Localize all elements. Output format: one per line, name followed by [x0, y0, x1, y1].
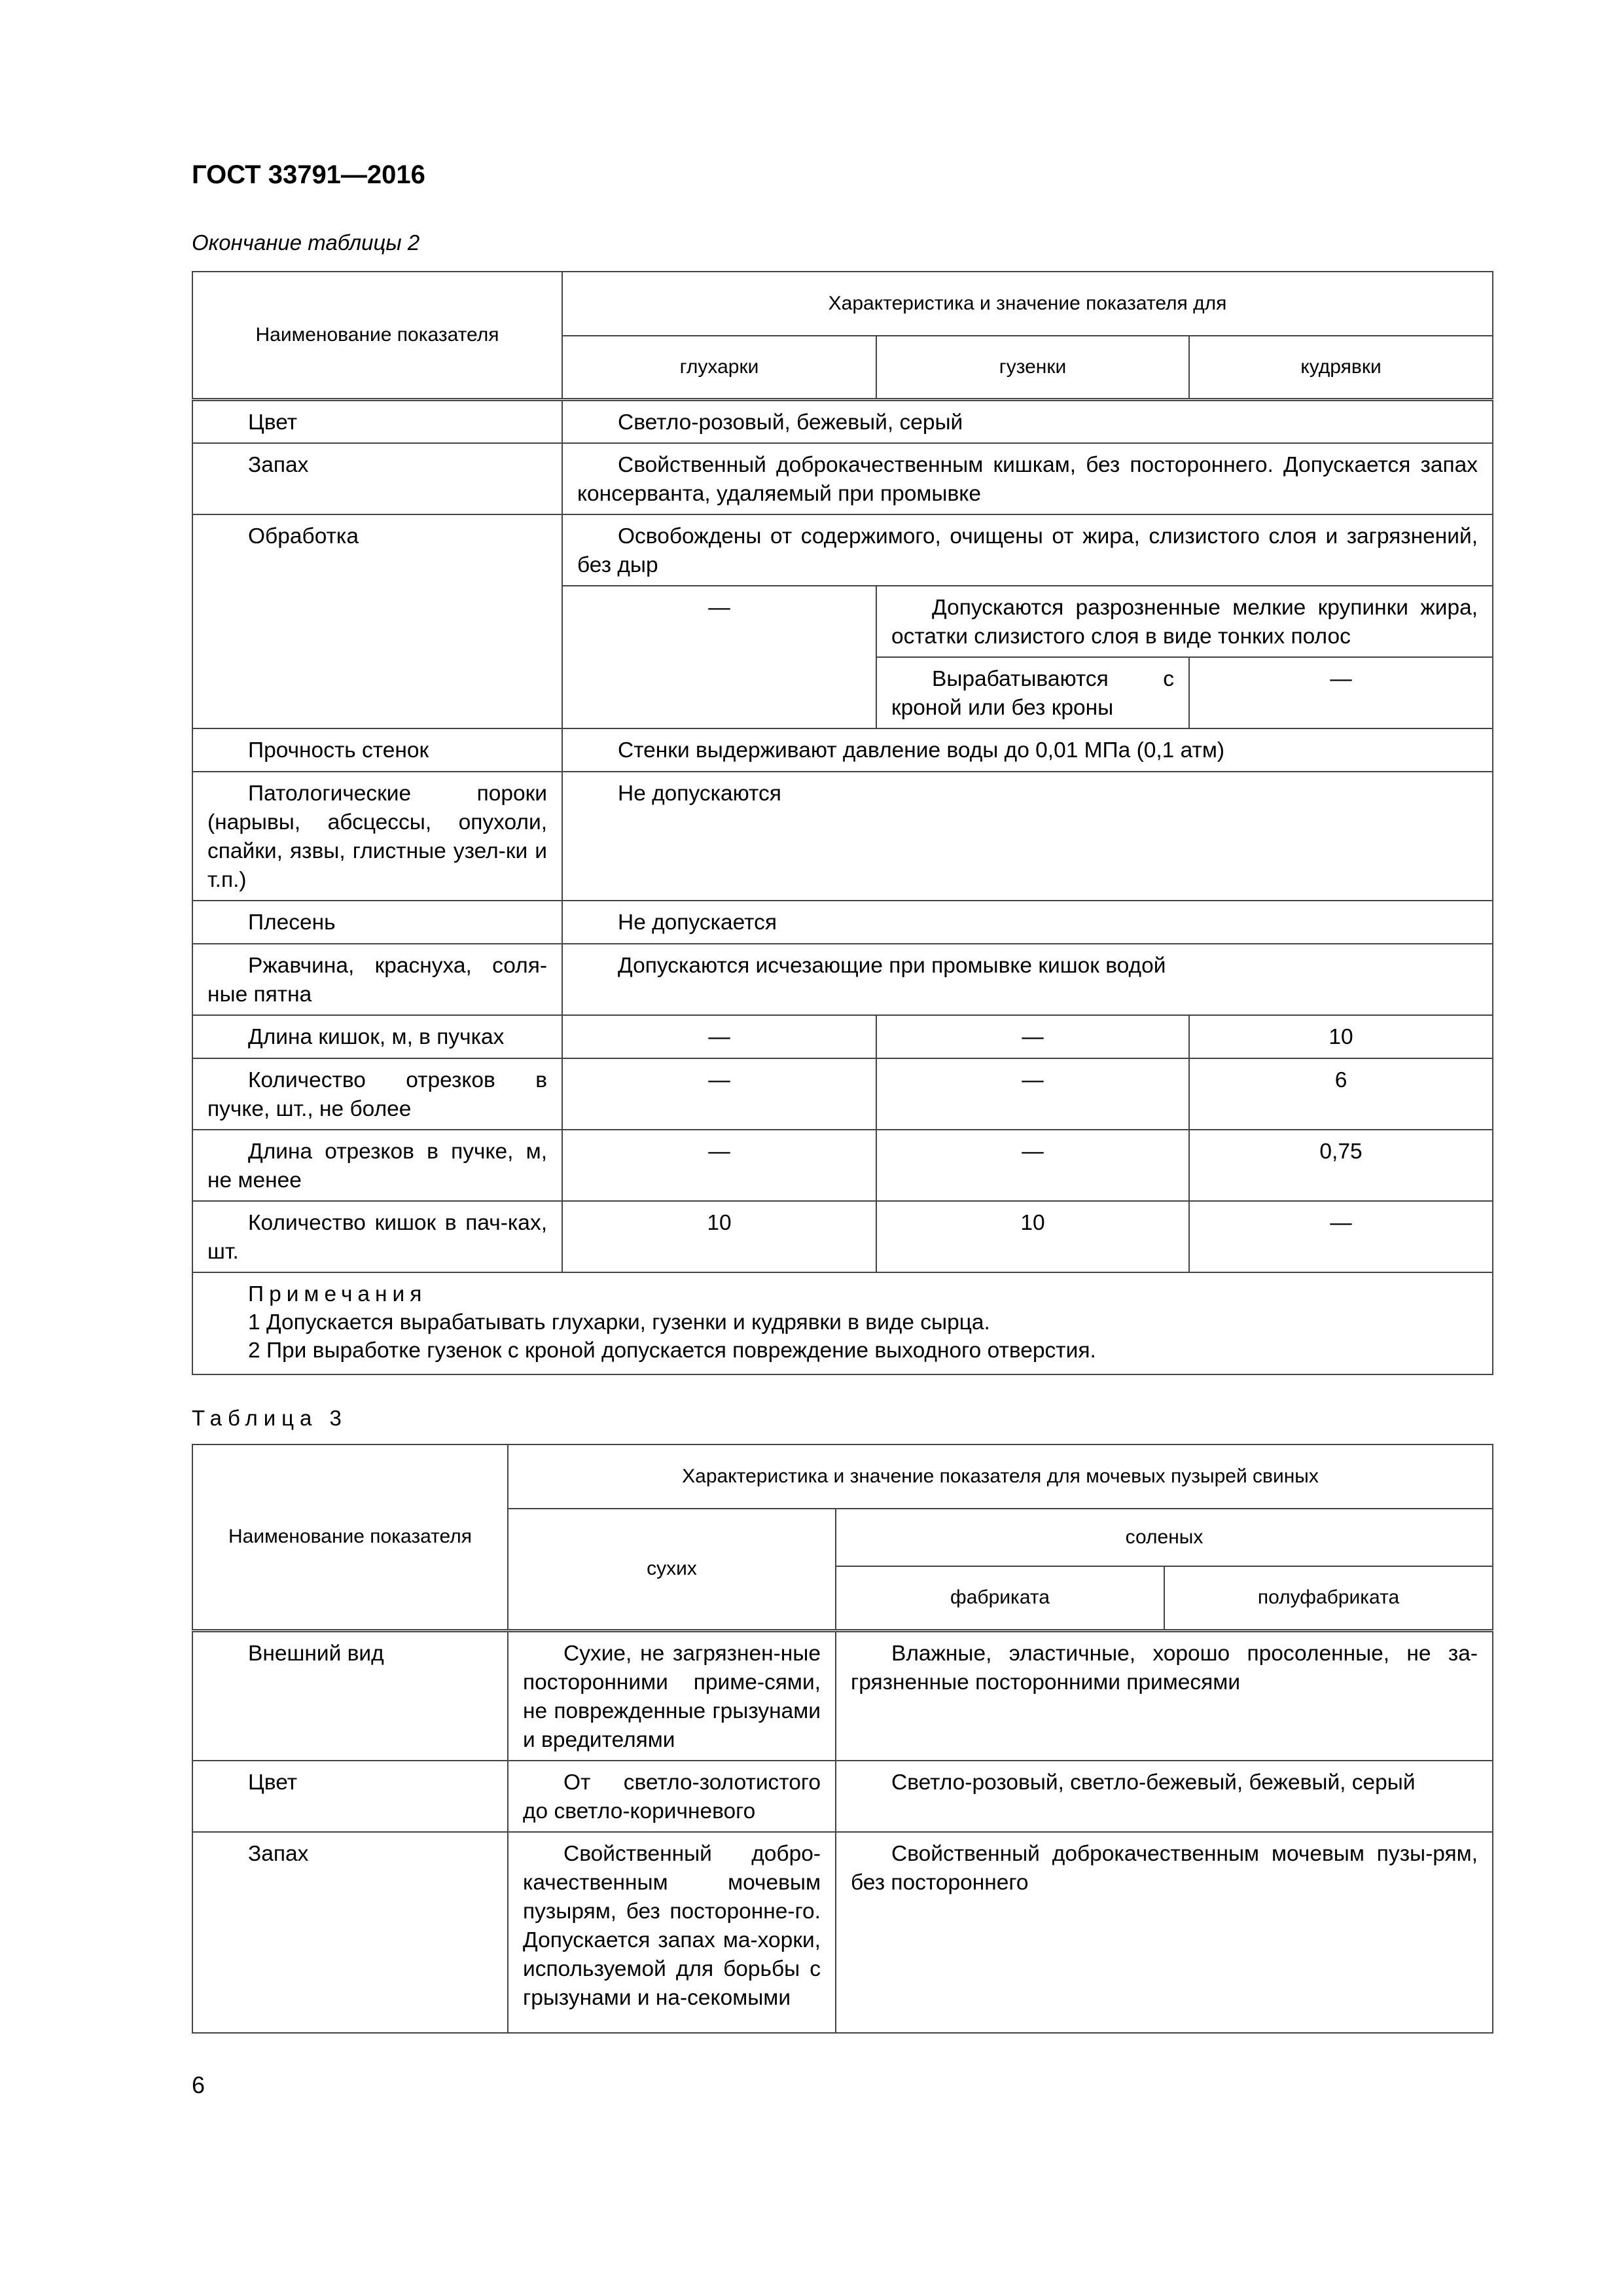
row-value: Допускаются разрозненные мелкие крупинки жира, остатки слизистого слоя в виде тонких полос	[876, 586, 1493, 657]
row-value: Не допускаются	[562, 772, 1493, 901]
row-name: Запах	[192, 443, 562, 514]
note-1: 1 Допускается вырабатывать глухарки, гузенки и кудрявки в виде сырца.	[248, 1310, 990, 1335]
table-3	[192, 1444, 1493, 2034]
row-value: Освобождены от содержимого, очищены от жира, слизистого слоя и загрязнений, без дыр	[562, 514, 1493, 586]
row-value: Светло-розовый, бежевый, серый	[562, 399, 1493, 443]
table-row	[192, 1015, 1493, 1058]
column-header-guzenki: гузенки	[876, 336, 1189, 399]
row-name: Запах	[192, 1832, 508, 2033]
cell-dash: —	[562, 586, 876, 728]
column-header-group: Характеристика и значение показателя для	[562, 272, 1493, 336]
column-header-name: Наименование показателя	[192, 272, 562, 399]
row-value-dry: Сухие, не загрязнен-ные посторонними приме-сями, не поврежденные грызунами и вредителями	[508, 1630, 836, 1761]
cell-value: 10	[876, 1201, 1189, 1272]
cell-value: —	[1189, 1201, 1493, 1272]
table-row	[192, 443, 1493, 514]
row-value: Свойственный доброкачественным кишкам, без постороннего. Допускается запах консерванта, удаляемый при промывке	[562, 443, 1493, 514]
cell-value: —	[562, 1058, 876, 1130]
column-header-salted: соленых	[836, 1509, 1493, 1566]
row-value-salted: Светло-розовый, светло-бежевый, бежевый, серый	[836, 1761, 1493, 1832]
table-row	[192, 1630, 1493, 1761]
row-value: Стенки выдерживают давление воды до 0,01 МПа (0,1 атм)	[562, 728, 1493, 772]
row-value: Допускаются исчезающие при промывке кишок водой	[562, 944, 1493, 1015]
table-row	[192, 944, 1493, 1015]
cell-value: 10	[1189, 1015, 1493, 1058]
table-row	[192, 1761, 1493, 1832]
column-header-name: Наименование показателя	[192, 1444, 508, 1630]
notes-title: Примечания	[248, 1282, 427, 1306]
note-2: 2 При выработке гузенок с кроной допускается повреждение выходного отверстия.	[248, 1338, 1096, 1363]
row-name: Количество кишок в пач-ках, шт.	[192, 1201, 562, 1272]
table-row	[192, 772, 1493, 901]
column-header-glukharki: глухарки	[562, 336, 876, 399]
table-row	[192, 1832, 1493, 2033]
row-name: Длина кишок, м, в пучках	[192, 1015, 562, 1058]
column-header-group: Характеристика и значение показателя для мочевых пузырей свиных	[508, 1444, 1493, 1509]
column-header-dry: сухих	[508, 1509, 836, 1630]
cell-value: —	[562, 1015, 876, 1058]
cell-dash: —	[1189, 657, 1493, 728]
row-name: Ржавчина, краснуха, соля-ные пятна	[192, 944, 562, 1015]
column-header-fabricated: фабриката	[836, 1566, 1164, 1630]
row-value-salted: Свойственный доброкачественным мочевым пузы-рям, без постороннего	[836, 1832, 1493, 2033]
row-name: Цвет	[192, 399, 562, 443]
row-name: Плесень	[192, 901, 562, 944]
table-row	[192, 514, 1493, 586]
cell-value: —	[876, 1015, 1189, 1058]
row-name: Обработка	[192, 514, 562, 728]
row-value: Не допускается	[562, 901, 1493, 944]
row-name: Прочность стенок	[192, 728, 562, 772]
row-name: Патологические пороки (нарывы, абсцессы, опухоли, спайки, язвы, глистные узел-ки и т.п.)	[192, 772, 562, 901]
table-2	[192, 271, 1493, 1375]
row-value-dry: От светло-золотистого до светло-коричневого	[508, 1761, 836, 1832]
row-value-salted: Влажные, эластичные, хорошо просоленные, не за-грязненные посторонними примесями	[836, 1630, 1493, 1761]
notes-row	[192, 1272, 1493, 1374]
cell-value: 6	[1189, 1058, 1493, 1130]
table-row	[192, 1201, 1493, 1272]
row-value: Вырабатываются с кроной или без кроны	[876, 657, 1189, 728]
column-header-semi: полуфабриката	[1164, 1566, 1493, 1630]
table-row	[192, 728, 1493, 772]
table3-caption: Таблица 3	[192, 1406, 348, 1430]
row-name: Количество отрезков в пучке, шт., не более	[192, 1058, 562, 1130]
page-number: 6	[192, 2072, 205, 2098]
cell-value: —	[562, 1130, 876, 1201]
table-row	[192, 901, 1493, 944]
cell-value: 10	[562, 1201, 876, 1272]
row-value-dry: Свойственный добро-качественным мочевым пузырям, без посторонне-го. Допускается запах ма-хорки, используемой для борьбы с грызунами и на-секомыми	[508, 1832, 836, 2033]
cell-value: —	[876, 1130, 1189, 1201]
table-row	[192, 1130, 1493, 1201]
table-row	[192, 1058, 1493, 1130]
row-name: Длина отрезков в пучке, м, не менее	[192, 1130, 562, 1201]
table-row	[192, 399, 1493, 443]
row-name: Цвет	[192, 1761, 508, 1832]
table2-caption: Окончание таблицы 2	[192, 230, 420, 255]
row-name: Внешний вид	[192, 1630, 508, 1761]
cell-value: —	[876, 1058, 1189, 1130]
cell-value: 0,75	[1189, 1130, 1493, 1201]
document-id: ГОСТ 33791—2016	[192, 160, 425, 189]
column-header-kudryavki: кудрявки	[1189, 336, 1493, 399]
notes-cell	[192, 1272, 1493, 1374]
